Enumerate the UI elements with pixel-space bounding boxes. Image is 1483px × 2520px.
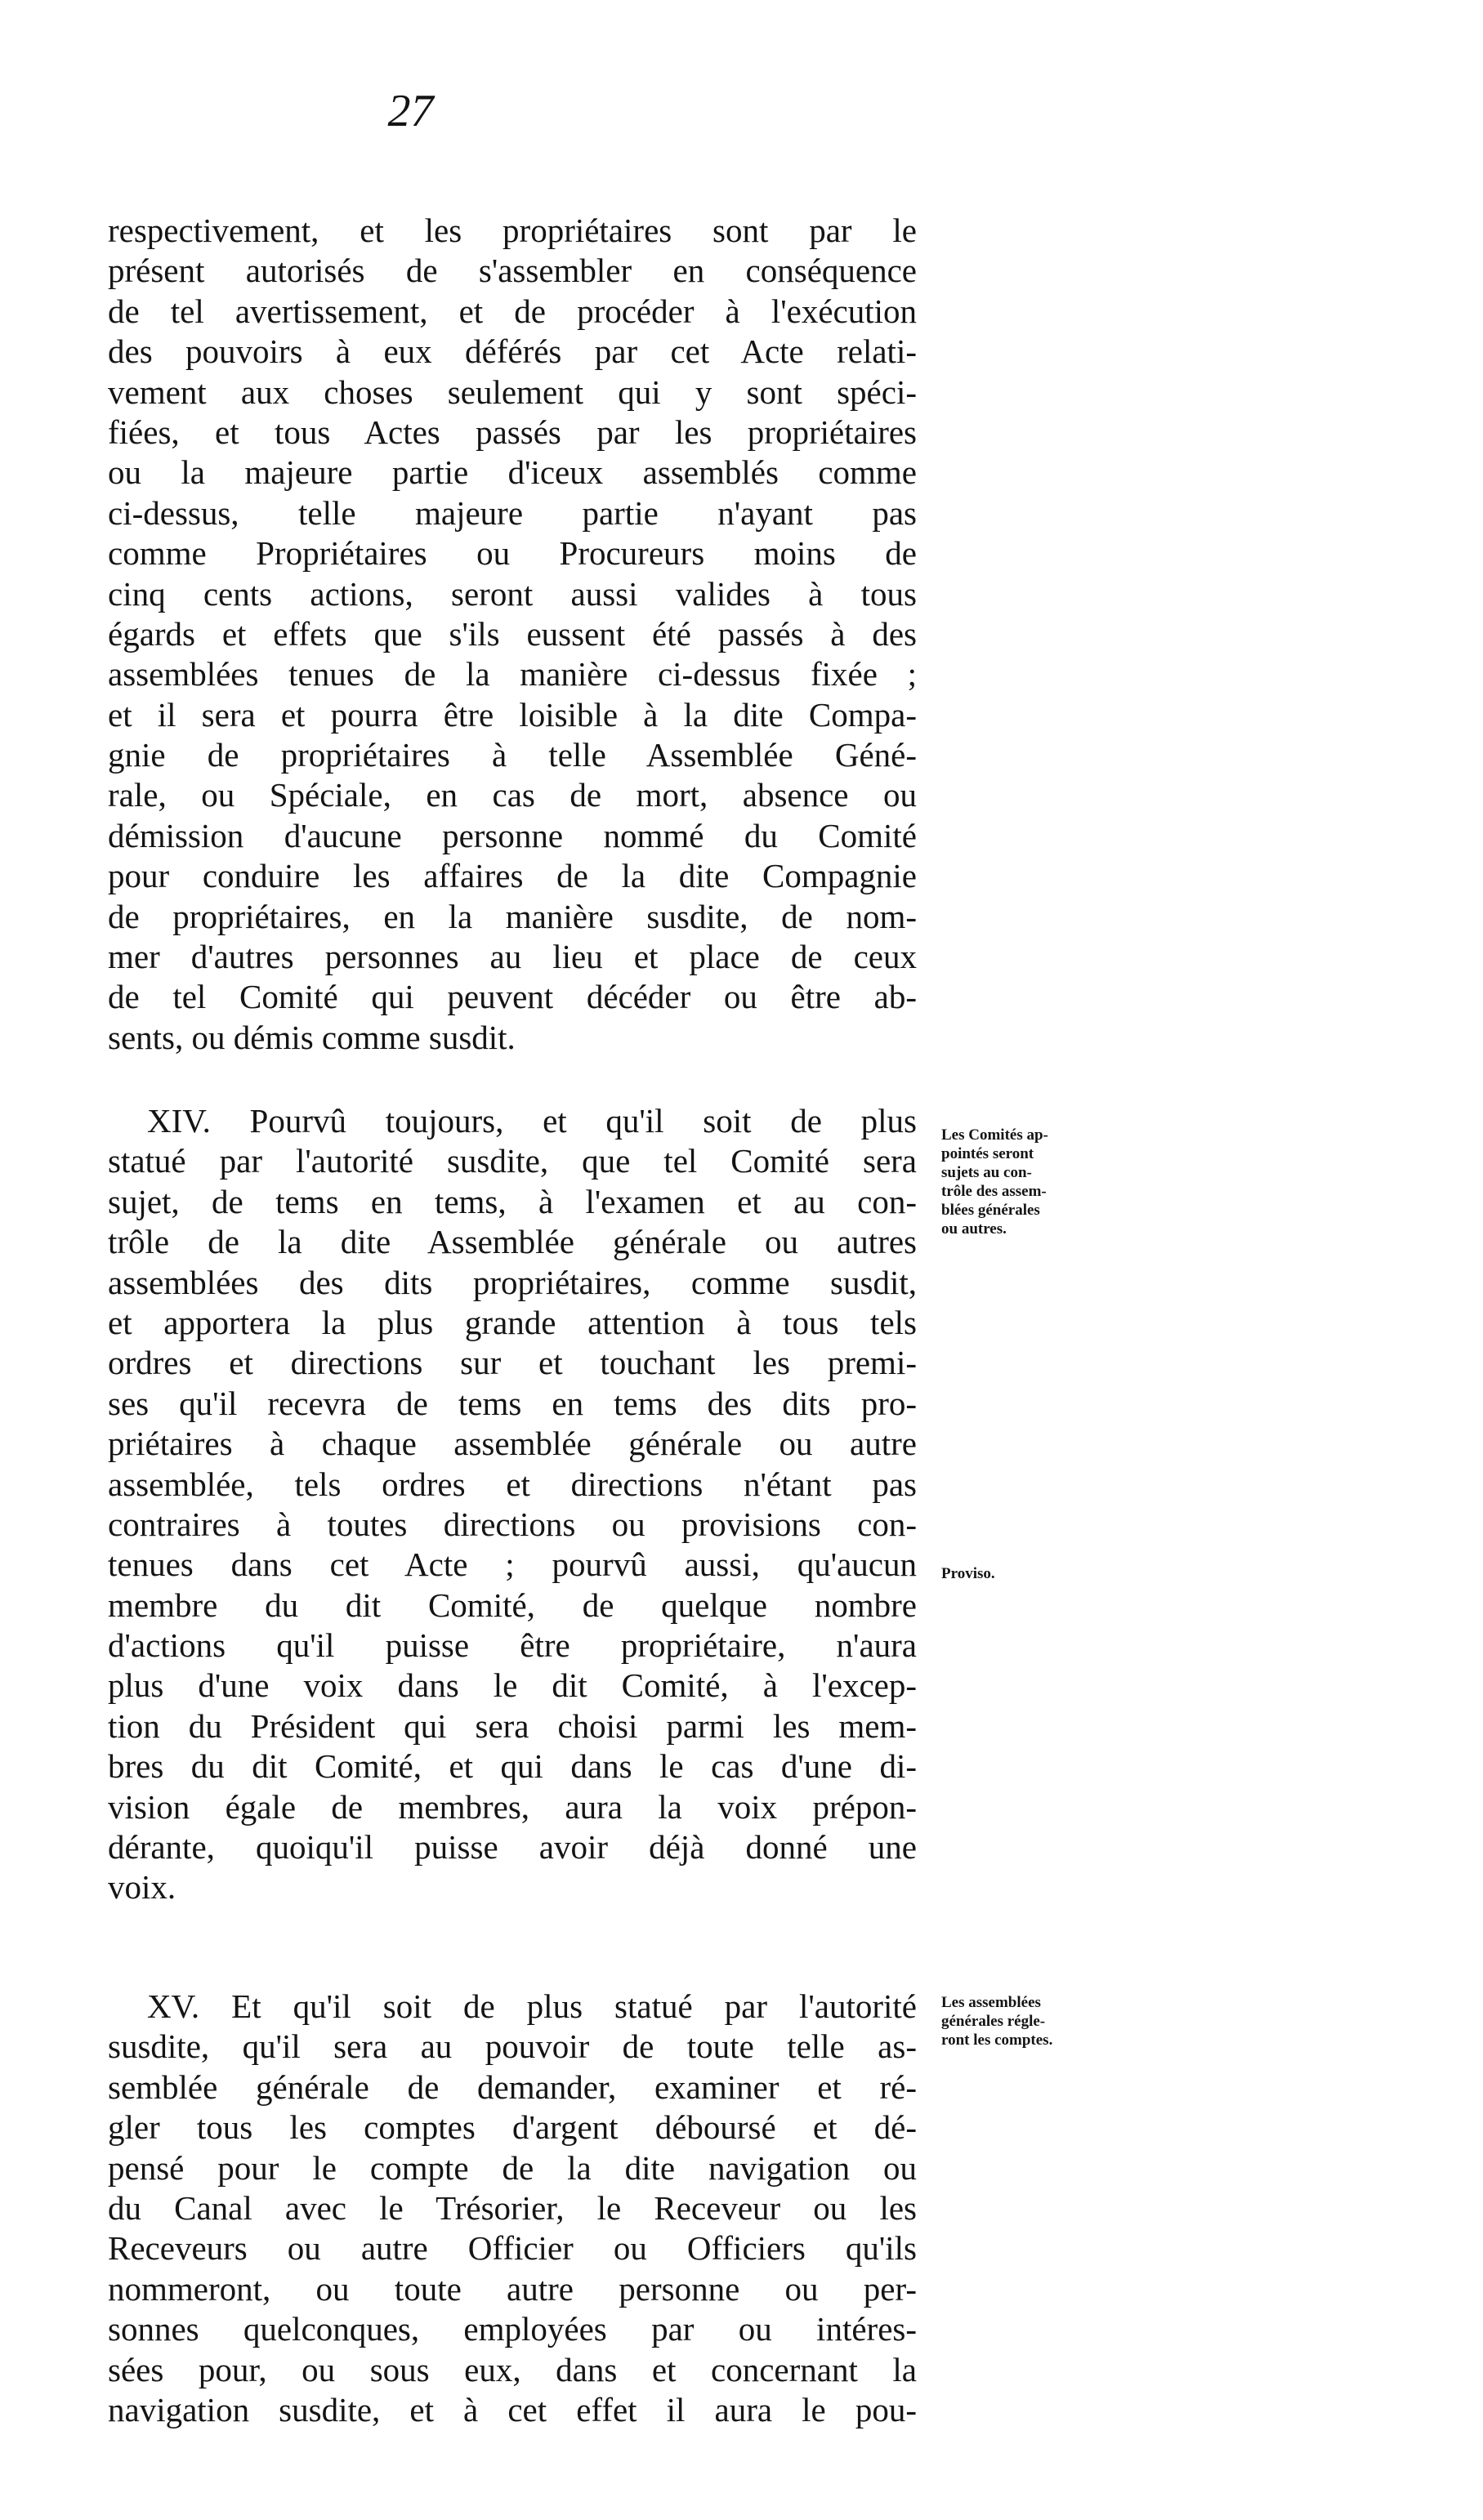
paragraph-article-xiv bbox=[108, 1101, 917, 1908]
text-line: d'actions qu'il puisse être propriétaire, n'aura bbox=[108, 1626, 917, 1665]
text-line: ses qu'il recevra de tems en tems des dits pro- bbox=[108, 1384, 917, 1422]
text-line: bres du dit Comité, et qui dans le cas d'une di- bbox=[108, 1747, 917, 1786]
text-line: semblée générale de demander, examiner et ré- bbox=[108, 2067, 917, 2106]
margin-note-line: Les Comités ap- bbox=[941, 1126, 1048, 1144]
text-line: ou la majeure partie d'iceux assemblés comme bbox=[108, 453, 917, 492]
text-line: priétaires à chaque assemblée générale ou autre bbox=[108, 1425, 917, 1463]
text-line: des pouvoirs à eux déférés par cet Acte relati- bbox=[108, 332, 917, 371]
margin-note-line: trôle des assem- bbox=[941, 1183, 1047, 1200]
paragraph-article-xv bbox=[108, 1987, 917, 2430]
margin-note-line: blées générales bbox=[941, 1202, 1040, 1219]
text-line: Receveurs ou autre Officier ou Officiers qu'ils bbox=[108, 2229, 917, 2268]
text-line: rale, ou Spéciale, en cas de mort, absence ou bbox=[108, 776, 917, 814]
text-line: assemblées tenues de la manière ci-dessus fixée ; bbox=[108, 655, 917, 694]
text-line: susdite, qu'il sera au pouvoir de toute telle as- bbox=[108, 2027, 917, 2066]
text-line: tion du Président qui sera choisi parmi les mem- bbox=[108, 1706, 917, 1745]
text-line: pour conduire les affaires de la dite Compagnie bbox=[108, 857, 917, 895]
text-line: sonnes quelconques, employées par ou intéres- bbox=[108, 2310, 917, 2348]
text-line: sents, ou démis comme susdit. bbox=[108, 1018, 516, 1056]
text-line: cinq cents actions, seront aussi valides à tous bbox=[108, 574, 917, 613]
text-line: trôle de la dite Assemblée générale ou autres bbox=[108, 1223, 917, 1261]
text-line: du Canal avec le Trésorier, le Receveur ou les bbox=[108, 2188, 917, 2227]
text-line: ci-dessus, telle majeure partie n'ayant pas bbox=[108, 493, 917, 532]
text-line: contraires à toutes directions ou provisions con- bbox=[108, 1505, 917, 1543]
text-line: pensé pour le compte de la dite navigation ou bbox=[108, 2148, 917, 2187]
margin-note-line: sujets au con- bbox=[941, 1164, 1032, 1181]
text-line: tenues dans cet Acte ; pourvû aussi, qu'aucun bbox=[108, 1545, 917, 1584]
margin-note-accounts bbox=[941, 1993, 1113, 2049]
text-line: voix. bbox=[108, 1868, 176, 1907]
margin-note-proviso bbox=[941, 1564, 1113, 1583]
text-line: de tel Comité qui peuvent décéder ou être ab- bbox=[108, 978, 917, 1016]
margin-note-committees bbox=[941, 1126, 1113, 1238]
paragraph-continuation bbox=[108, 211, 917, 1058]
text-line: navigation susdite, et à cet effet il aura le pou- bbox=[108, 2390, 917, 2429]
text-line: statué par l'autorité susdite, que tel Comité sera bbox=[108, 1142, 917, 1180]
text-line: XIV. Pourvû toujours, et qu'il soit de plus bbox=[147, 1102, 917, 1140]
text-line: démission d'aucune personne nommé du Comité bbox=[108, 816, 917, 854]
margin-note-line: ront les comptes. bbox=[941, 2032, 1053, 2049]
margin-note-line: Les assemblées bbox=[941, 1994, 1041, 2011]
text-line: vision égale de membres, aura la voix prépon- bbox=[108, 1787, 917, 1826]
text-line: vement aux choses seulement qui y sont spéci- bbox=[108, 372, 917, 411]
text-line: de tel avertissement, et de procéder à l'exécution bbox=[108, 292, 917, 330]
text-line: mer d'autres personnes au lieu et place de ceux bbox=[108, 938, 917, 976]
text-line: assemblées des dits propriétaires, comme susdit, bbox=[108, 1263, 917, 1301]
margin-note-line: pointés seront bbox=[941, 1145, 1034, 1162]
text-line: sujet, de tems en tems, à l'examen et au con- bbox=[108, 1182, 917, 1220]
text-line: comme Propriétaires ou Procureurs moins de bbox=[108, 534, 917, 573]
text-line: gler tous les comptes d'argent déboursé et dé- bbox=[108, 2108, 917, 2147]
text-line: nommeront, ou toute autre personne ou per- bbox=[108, 2269, 917, 2308]
text-line: et il sera et pourra être loisible à la dite Compa- bbox=[108, 695, 917, 734]
margin-note-line: ou autres. bbox=[941, 1220, 1007, 1238]
text-line: et apportera la plus grande attention à tous tels bbox=[108, 1303, 917, 1341]
page-number: 27 bbox=[387, 86, 434, 136]
text-line: XV. Et qu'il soit de plus statué par l'autorité bbox=[147, 1987, 917, 2025]
text-line: plus d'une voix dans le dit Comité, à l'excep- bbox=[108, 1666, 917, 1705]
text-line: présent autorisés de s'assembler en conséquence bbox=[108, 252, 917, 290]
text-line: gnie de propriétaires à telle Assemblée Géné- bbox=[108, 736, 917, 774]
text-line: dérante, quoiqu'il puisse avoir déjà donné une bbox=[108, 1828, 917, 1867]
text-line: de propriétaires, en la manière susdite, de nom- bbox=[108, 897, 917, 935]
margin-note-line: générales régle- bbox=[941, 2013, 1046, 2030]
margin-note-line: Proviso. bbox=[941, 1565, 995, 1582]
text-line: sées pour, ou sous eux, dans et concernant la bbox=[108, 2350, 917, 2388]
text-line: fiées, et tous Actes passés par les propriétaires bbox=[108, 413, 917, 451]
text-line: égards et effets que s'ils eussent été passés à des bbox=[108, 614, 917, 653]
text-line: respectivement, et les propriétaires sont par le bbox=[108, 212, 917, 249]
text-line: assemblée, tels ordres et directions n'étant pas bbox=[108, 1465, 917, 1503]
text-line: ordres et directions sur et touchant les premi- bbox=[108, 1344, 917, 1382]
text-line: membre du dit Comité, de quelque nombre bbox=[108, 1586, 917, 1624]
